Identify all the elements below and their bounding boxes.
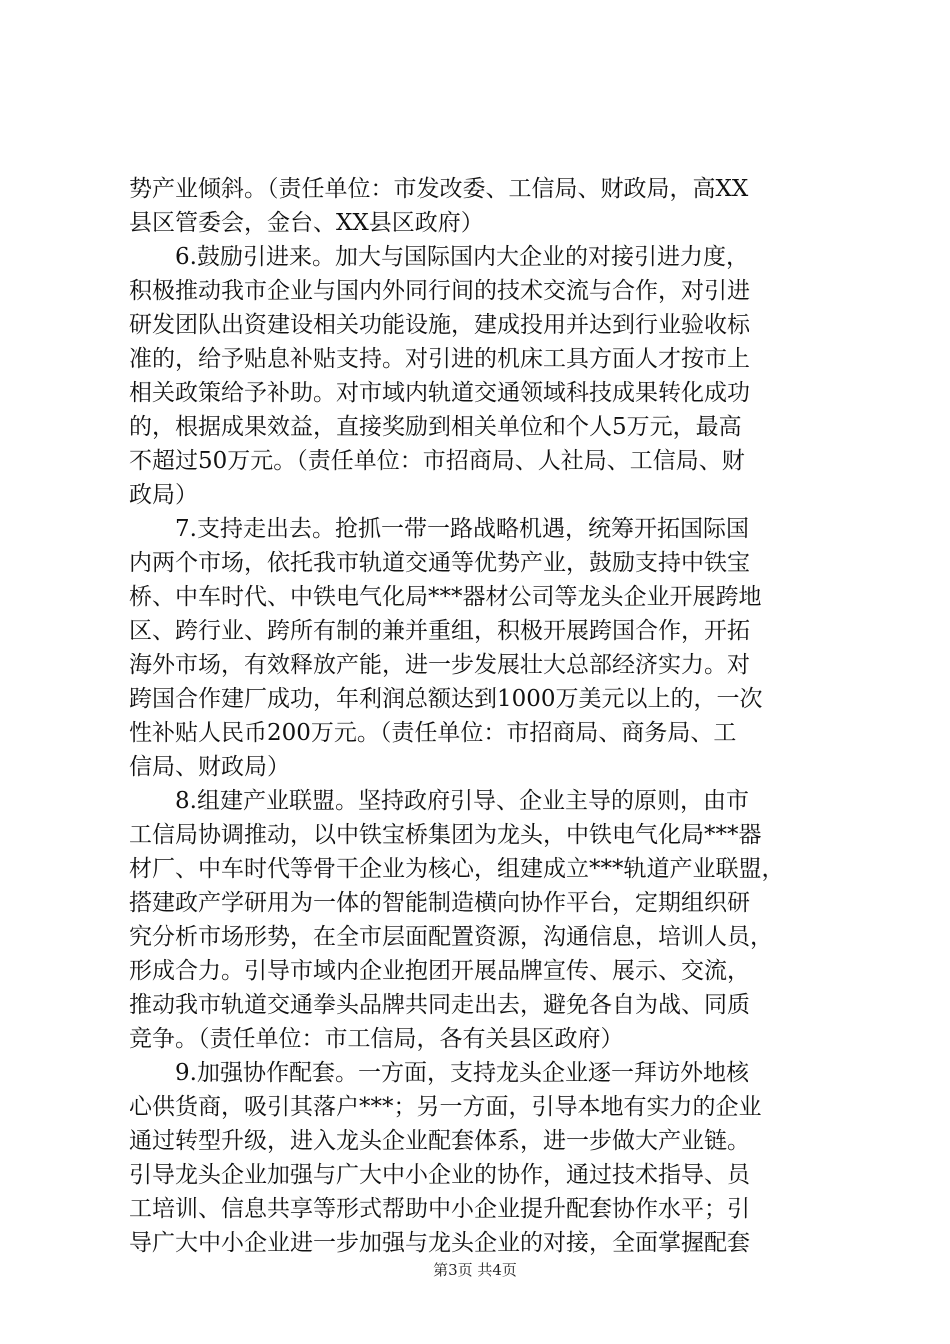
text-line: 通过转型升级，进入龙头企业配套体系，进一步做大产业链。 — [129, 1128, 750, 1154]
text-line: 的，根据成果效益，直接奖励到相关单位和个人5万元，最高 — [129, 414, 742, 440]
text-line: 心供货商，吸引其落户***；另一方面，引导本地有实力的企业 — [129, 1094, 762, 1120]
text-line: 导广大中小企业进一步加强与龙头企业的对接，全面掌握配套 — [129, 1230, 750, 1256]
text-line: 政局） — [129, 482, 198, 508]
text-line: 桥、中车时代、中铁电气化局***器材公司等龙头企业开展跨地 — [129, 584, 762, 610]
paragraph-start-line: 7.支持走出去。抢抓一带一路战略机遇，统筹开拓国际国 — [175, 516, 749, 542]
paragraph-start-line: 8.组建产业联盟。坚持政府引导、企业主导的原则，由市 — [175, 788, 749, 814]
text-line: 区、跨行业、跨所有制的兼并重组，积极开展跨国合作，开拓 — [129, 618, 750, 644]
page-number-footer: 第3页 共4页 — [433, 1261, 517, 1279]
text-line: 形成合力。引导市域内企业抱团开展品牌宣传、展示、交流， — [129, 958, 750, 984]
text-line: 积极推动我市企业与国内外同行间的技术交流与合作，对引进 — [129, 278, 750, 304]
text-line: 跨国合作建厂成功，年利润总额达到1000万美元以上的，一次 — [129, 686, 763, 712]
text-line: 推动我市轨道交通拳头品牌共同走出去，避免各自为战、同质 — [129, 992, 750, 1018]
text-line: 工信局协调推动，以中铁宝桥集团为龙头，中铁电气化局***器 — [129, 822, 762, 848]
paragraph-start-line: 9.加强协作配套。一方面，支持龙头企业逐一拜访外地核 — [175, 1060, 749, 1086]
text-line: 引导龙头企业加强与广大中小企业的协作，通过技术指导、员 — [129, 1162, 750, 1188]
text-line: 海外市场，有效释放产能，进一步发展壮大总部经济实力。对 — [129, 652, 750, 678]
text-line: 搭建政产学研用为一体的智能制造横向协作平台，定期组织研 — [129, 890, 750, 916]
text-line: 准的，给予贴息补贴支持。对引进的机床工具方面人才按市上 — [129, 346, 750, 372]
text-line: 县区管委会，金台、XX县区政府） — [129, 210, 484, 236]
text-line: 工培训、信息共享等形式帮助中小企业提升配套协作水平；引 — [129, 1196, 750, 1222]
paragraph-start-line: 6.鼓励引进来。加大与国际国内大企业的对接引进力度， — [175, 244, 749, 270]
text-line: 势产业倾斜。（责任单位：市发改委、工信局、财政局，高XX — [129, 176, 749, 202]
text-line: 材厂、中车时代等骨干企业为核心，组建成立***轨道产业联盟， — [129, 856, 785, 882]
text-line: 不超过50万元。（责任单位：市招商局、人社局、工信局、财 — [129, 448, 745, 474]
text-line: 性补贴人民币200万元。（责任单位：市招商局、商务局、工 — [129, 720, 737, 746]
text-line: 相关政策给予补助。对市域内轨道交通领域科技成果转化成功 — [129, 380, 750, 406]
text-line: 内两个市场，依托我市轨道交通等优势产业，鼓励支持中铁宝 — [129, 550, 750, 576]
text-line: 信局、财政局） — [129, 754, 290, 780]
text-line: 竞争。（责任单位：市工信局，各有关县区政府） — [129, 1026, 624, 1052]
document-body — [129, 172, 829, 1260]
text-line: 究分析市场形势，在全市层面配置资源，沟通信息，培训人员， — [129, 924, 773, 950]
text-line: 研发团队出资建设相关功能设施，建成投用并达到行业验收标 — [129, 312, 750, 338]
